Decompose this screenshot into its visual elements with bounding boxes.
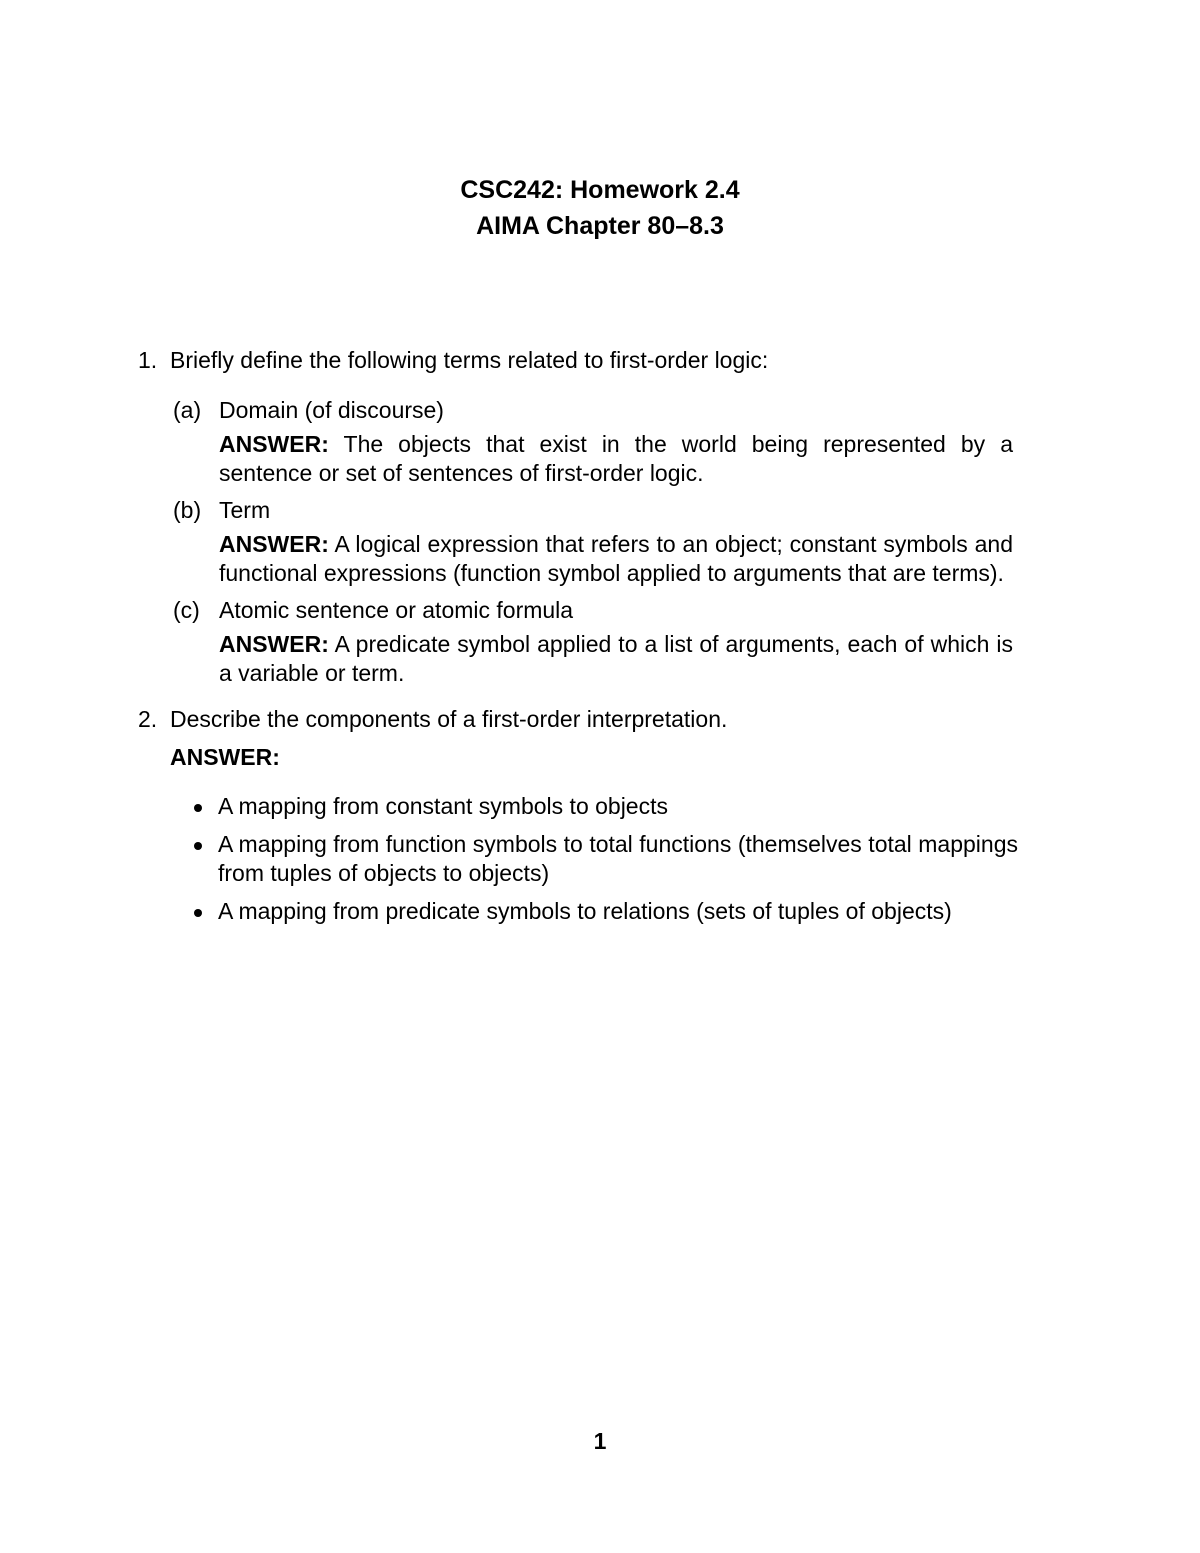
question-1 [138,346,1018,696]
subitem-label: (b) [173,497,202,523]
answer-paragraph [219,530,1013,588]
subitem-c [173,596,1013,688]
answer-paragraph [219,430,1013,488]
bullet-icon [188,830,218,859]
title-chapter: AIMA Chapter 80–8.3 [476,212,724,240]
bullet-text: A mapping from predicate symbols to relations (sets of tuples of objects) [218,898,952,924]
answer-text: A logical expression that refers to an object; constant symbols and functional expressions (function symbol applied to arguments that are terms). [219,531,1014,586]
answer-label: ANSWER: [219,531,329,557]
answer-label: ANSWER: [219,631,329,657]
subitem-term: Atomic sentence or atomic formula [219,597,574,623]
bullet-text: A mapping from constant symbols to objects [218,793,668,819]
subitem-term: Domain (of discourse) [219,397,444,423]
bullet-icon [188,792,218,821]
question-text: Describe the components of a first-order interpretation. [170,706,728,732]
subitem-term: Term [219,497,271,523]
subitem-a [173,396,1013,488]
answer-label: ANSWER: [219,431,329,457]
answer-text: The objects that exist in the world being represented by a sentence or set of sentences of first-order logic. [219,431,1013,486]
document-title [0,172,1200,244]
list-item [188,897,1018,926]
answer-label: ANSWER: [170,744,280,770]
question-number: 1. [138,347,158,373]
answer-paragraph [219,630,1013,688]
question-2 [138,705,1018,935]
subitem-label: (a) [173,397,202,423]
list-item [188,792,1018,821]
title-course-homework: CSC242: Homework 2.4 [460,176,740,204]
subitem-b [173,496,1013,588]
question-text: Briefly define the following terms related to first-order logic: [170,347,769,373]
subitem-label: (c) [173,597,200,623]
question-number: 2. [138,706,158,732]
answer-text: A predicate symbol applied to a list of arguments, each of which is a variable or term. [219,631,1013,686]
bullet-icon [188,897,218,926]
list-item [188,830,1018,888]
bullet-list [188,792,1018,926]
subitem-list [173,396,1013,688]
page-number: 1 [593,1428,607,1454]
bullet-text: A mapping from function symbols to total functions (themselves total mappings from tuples of objects to objects) [218,831,1018,886]
